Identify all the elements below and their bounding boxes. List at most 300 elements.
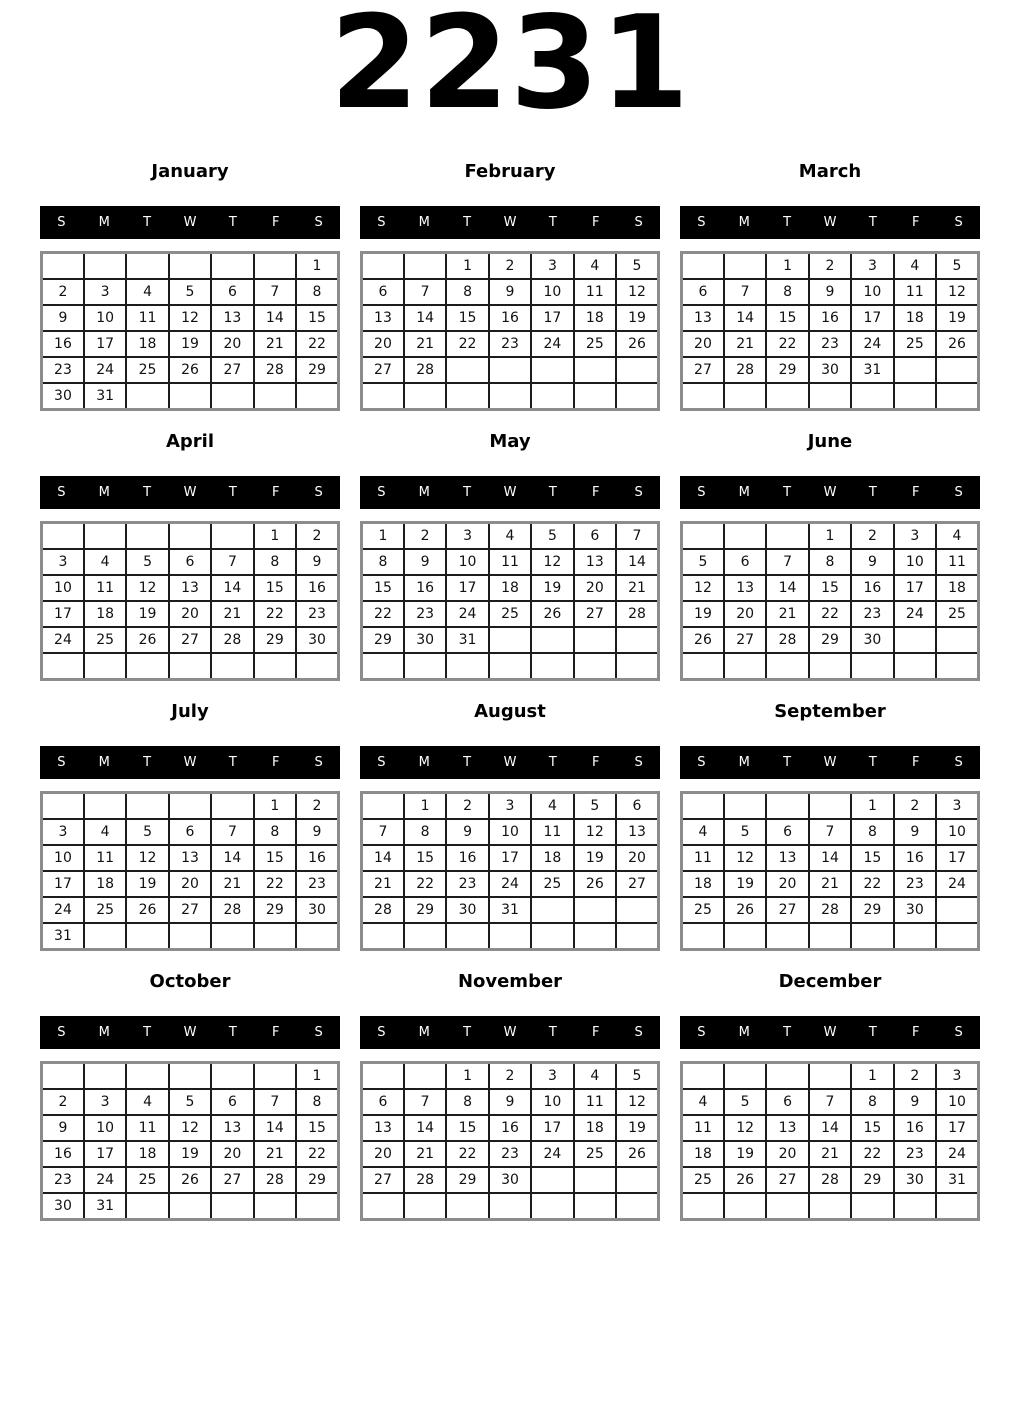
weekday-header-bar [360, 476, 660, 509]
weekday-label: F [911, 215, 920, 230]
month-days-table [360, 521, 660, 681]
week-row [682, 1193, 979, 1220]
month-block [40, 970, 340, 1221]
day-cell: 30 [446, 897, 488, 923]
day-cell: 6 [766, 819, 808, 845]
day-cell: 31 [84, 383, 126, 410]
weekday-label: T [143, 755, 152, 770]
weekday-label: T [783, 755, 792, 770]
day-cell: 17 [489, 845, 531, 871]
day-cell: 28 [211, 627, 253, 653]
day-cell: 19 [169, 331, 211, 357]
month-title: January [151, 161, 229, 182]
week-row [362, 627, 659, 653]
day-cell [446, 357, 488, 383]
day-cell: 21 [809, 1141, 851, 1167]
day-cell: 11 [894, 279, 936, 305]
day-cell: 26 [682, 627, 724, 653]
day-cell: 11 [489, 549, 531, 575]
day-cell: 25 [84, 897, 126, 923]
day-cell [894, 1193, 936, 1220]
weekday-label: W [183, 485, 197, 500]
day-cell [42, 793, 84, 820]
day-cell: 16 [296, 575, 338, 601]
day-cell [682, 793, 724, 820]
weekday-label: S [697, 755, 706, 770]
day-cell: 2 [894, 1063, 936, 1090]
day-cell: 19 [126, 601, 168, 627]
weekday-label: T [868, 485, 877, 500]
day-cell: 17 [531, 1115, 573, 1141]
day-cell: 9 [809, 279, 851, 305]
day-cell: 12 [682, 575, 724, 601]
day-cell [362, 253, 404, 280]
day-cell: 13 [211, 1115, 253, 1141]
day-cell [211, 653, 253, 680]
week-row [362, 357, 659, 383]
day-cell: 16 [296, 845, 338, 871]
week-row [42, 331, 339, 357]
day-cell [84, 793, 126, 820]
day-cell: 9 [851, 549, 893, 575]
week-row [682, 253, 979, 280]
day-cell: 14 [616, 549, 658, 575]
week-row [362, 1063, 659, 1090]
day-cell: 27 [766, 897, 808, 923]
weekday-label: W [823, 1025, 837, 1040]
day-cell: 1 [851, 1063, 893, 1090]
day-cell: 21 [809, 871, 851, 897]
week-row [362, 819, 659, 845]
weekday-label: T [868, 215, 877, 230]
day-cell: 11 [936, 549, 978, 575]
day-cell: 14 [211, 575, 253, 601]
day-cell: 11 [84, 845, 126, 871]
day-cell: 2 [446, 793, 488, 820]
day-cell: 22 [362, 601, 404, 627]
week-row [362, 383, 659, 410]
weekday-header-bar [360, 746, 660, 779]
day-cell: 18 [126, 331, 168, 357]
day-cell: 4 [126, 279, 168, 305]
day-cell [169, 793, 211, 820]
day-cell: 16 [894, 1115, 936, 1141]
day-cell [894, 357, 936, 383]
day-cell: 27 [724, 627, 766, 653]
day-cell: 6 [574, 523, 616, 550]
day-cell [404, 923, 446, 950]
day-cell [682, 523, 724, 550]
day-cell: 16 [42, 1141, 84, 1167]
day-cell: 24 [851, 331, 893, 357]
day-cell: 12 [936, 279, 978, 305]
day-cell [169, 923, 211, 950]
day-cell: 30 [489, 1167, 531, 1193]
day-cell [936, 383, 978, 410]
month-title: December [778, 971, 882, 992]
day-cell [851, 653, 893, 680]
day-cell: 21 [766, 601, 808, 627]
day-cell: 20 [682, 331, 724, 357]
week-row [682, 601, 979, 627]
day-cell: 11 [682, 845, 724, 871]
weekday-label: W [183, 755, 197, 770]
weekday-label: F [911, 485, 920, 500]
day-cell: 14 [211, 845, 253, 871]
week-row [42, 305, 339, 331]
day-cell: 17 [894, 575, 936, 601]
day-cell: 28 [254, 357, 296, 383]
day-cell: 2 [894, 793, 936, 820]
month-title: May [489, 431, 531, 452]
day-cell: 1 [809, 523, 851, 550]
day-cell: 28 [724, 357, 766, 383]
week-row [362, 601, 659, 627]
day-cell: 28 [809, 897, 851, 923]
month-block [360, 160, 660, 411]
day-cell: 24 [531, 1141, 573, 1167]
day-cell [809, 653, 851, 680]
week-row [42, 653, 339, 680]
day-cell: 21 [616, 575, 658, 601]
day-cell [362, 793, 404, 820]
day-cell: 18 [84, 601, 126, 627]
day-cell [574, 627, 616, 653]
day-cell: 30 [42, 383, 84, 410]
week-row [682, 383, 979, 410]
day-cell: 25 [682, 1167, 724, 1193]
day-cell: 18 [682, 1141, 724, 1167]
day-cell: 7 [254, 1089, 296, 1115]
weekday-header-bar [680, 746, 980, 779]
day-cell: 19 [682, 601, 724, 627]
month-title: July [171, 701, 209, 722]
day-cell [489, 383, 531, 410]
week-row [42, 1115, 339, 1141]
day-cell: 8 [404, 819, 446, 845]
day-cell: 6 [362, 1089, 404, 1115]
day-cell: 13 [362, 1115, 404, 1141]
month-days-table [40, 1061, 340, 1221]
weekday-label: T [228, 1025, 237, 1040]
day-cell: 11 [574, 279, 616, 305]
week-row [42, 1063, 339, 1090]
week-row [682, 1141, 979, 1167]
day-cell: 11 [531, 819, 573, 845]
day-cell: 30 [809, 357, 851, 383]
day-cell [489, 1193, 531, 1220]
weekday-label: S [697, 1025, 706, 1040]
day-cell [616, 627, 658, 653]
weekday-label: S [314, 215, 323, 230]
day-cell: 17 [42, 601, 84, 627]
weekday-label: T [548, 215, 557, 230]
day-cell: 22 [254, 871, 296, 897]
day-cell: 8 [809, 549, 851, 575]
day-cell: 24 [42, 897, 84, 923]
day-cell: 26 [724, 897, 766, 923]
day-cell: 23 [894, 871, 936, 897]
day-cell: 4 [936, 523, 978, 550]
day-cell: 14 [404, 1115, 446, 1141]
day-cell [616, 357, 658, 383]
day-cell: 8 [254, 819, 296, 845]
day-cell: 6 [766, 1089, 808, 1115]
week-row [42, 383, 339, 410]
day-cell: 1 [404, 793, 446, 820]
day-cell: 5 [936, 253, 978, 280]
month-days-table [680, 521, 980, 681]
day-cell: 18 [936, 575, 978, 601]
day-cell [489, 357, 531, 383]
day-cell: 14 [809, 845, 851, 871]
day-cell: 21 [404, 1141, 446, 1167]
weekday-header-bar [680, 476, 980, 509]
day-cell: 27 [766, 1167, 808, 1193]
day-cell: 5 [126, 819, 168, 845]
day-cell [126, 383, 168, 410]
day-cell: 27 [682, 357, 724, 383]
day-cell: 12 [574, 819, 616, 845]
day-cell: 30 [296, 627, 338, 653]
day-cell: 18 [126, 1141, 168, 1167]
day-cell: 11 [126, 305, 168, 331]
month-title: April [165, 431, 215, 452]
day-cell [936, 653, 978, 680]
day-cell: 16 [446, 845, 488, 871]
day-cell: 7 [724, 279, 766, 305]
day-cell: 21 [724, 331, 766, 357]
day-cell: 4 [84, 549, 126, 575]
day-cell: 6 [362, 279, 404, 305]
day-cell: 17 [531, 305, 573, 331]
day-cell: 23 [42, 1167, 84, 1193]
month-title: March [798, 161, 862, 182]
day-cell: 22 [296, 331, 338, 357]
day-cell: 9 [489, 1089, 531, 1115]
day-cell [446, 1193, 488, 1220]
day-cell: 21 [404, 331, 446, 357]
day-cell: 19 [616, 1115, 658, 1141]
day-cell: 20 [211, 1141, 253, 1167]
day-cell: 7 [404, 279, 446, 305]
weekday-label: S [57, 755, 66, 770]
day-cell: 1 [446, 253, 488, 280]
day-cell: 3 [84, 279, 126, 305]
week-row [42, 279, 339, 305]
weekday-label: F [271, 755, 280, 770]
day-cell [169, 653, 211, 680]
day-cell: 1 [766, 253, 808, 280]
day-cell: 6 [211, 279, 253, 305]
day-cell [211, 1063, 253, 1090]
weekday-label: M [418, 755, 430, 770]
day-cell: 23 [489, 1141, 531, 1167]
day-cell [724, 923, 766, 950]
day-cell: 4 [126, 1089, 168, 1115]
day-cell [766, 923, 808, 950]
day-cell [574, 1167, 616, 1193]
weekday-label: S [377, 1025, 386, 1040]
weekday-label: T [783, 485, 792, 500]
day-cell [574, 923, 616, 950]
day-cell [84, 1063, 126, 1090]
day-cell [254, 1193, 296, 1220]
weekday-label: M [98, 1025, 110, 1040]
weekday-label: T [463, 1025, 472, 1040]
weekday-label: S [57, 485, 66, 500]
day-cell [851, 383, 893, 410]
day-cell: 19 [531, 575, 573, 601]
day-cell: 26 [616, 1141, 658, 1167]
day-cell: 9 [42, 1115, 84, 1141]
day-cell [531, 923, 573, 950]
day-cell: 29 [446, 1167, 488, 1193]
week-row [42, 253, 339, 280]
weekday-label: S [954, 1025, 963, 1040]
day-cell: 16 [851, 575, 893, 601]
day-cell: 27 [616, 871, 658, 897]
day-cell: 23 [42, 357, 84, 383]
day-cell: 12 [126, 845, 168, 871]
weekday-label: T [548, 755, 557, 770]
month-title: September [774, 701, 886, 722]
day-cell [574, 357, 616, 383]
day-cell: 7 [809, 1089, 851, 1115]
day-cell: 14 [724, 305, 766, 331]
weekday-label: S [954, 755, 963, 770]
day-cell: 22 [809, 601, 851, 627]
month-block [40, 430, 340, 681]
day-cell: 29 [404, 897, 446, 923]
day-cell [126, 653, 168, 680]
day-cell: 2 [809, 253, 851, 280]
weekday-header-bar [40, 206, 340, 239]
day-cell: 1 [296, 1063, 338, 1090]
day-cell [169, 523, 211, 550]
day-cell: 28 [362, 897, 404, 923]
day-cell: 7 [211, 549, 253, 575]
day-cell: 22 [766, 331, 808, 357]
day-cell: 25 [126, 357, 168, 383]
week-row [682, 305, 979, 331]
weekday-label: S [954, 215, 963, 230]
day-cell: 3 [42, 819, 84, 845]
week-row [362, 305, 659, 331]
day-cell: 21 [254, 1141, 296, 1167]
weekday-label: S [634, 485, 643, 500]
day-cell: 3 [42, 549, 84, 575]
week-row [42, 1193, 339, 1220]
day-cell: 8 [851, 819, 893, 845]
day-cell [446, 923, 488, 950]
day-cell [84, 923, 126, 950]
day-cell: 6 [724, 549, 766, 575]
month-block [40, 160, 340, 411]
day-cell: 13 [169, 845, 211, 871]
day-cell: 21 [254, 331, 296, 357]
day-cell: 30 [894, 1167, 936, 1193]
day-cell: 29 [254, 897, 296, 923]
day-cell [404, 1193, 446, 1220]
week-row [682, 819, 979, 845]
day-cell: 13 [766, 845, 808, 871]
day-cell [616, 1167, 658, 1193]
day-cell: 26 [574, 871, 616, 897]
day-cell: 16 [489, 1115, 531, 1141]
day-cell: 12 [724, 845, 766, 871]
day-cell: 25 [126, 1167, 168, 1193]
weekday-label: M [418, 215, 430, 230]
day-cell [809, 923, 851, 950]
day-cell: 17 [42, 871, 84, 897]
day-cell [531, 383, 573, 410]
day-cell: 19 [724, 871, 766, 897]
day-cell: 4 [682, 1089, 724, 1115]
day-cell [126, 923, 168, 950]
day-cell: 7 [616, 523, 658, 550]
day-cell: 28 [254, 1167, 296, 1193]
weekday-label: T [463, 485, 472, 500]
day-cell: 9 [296, 819, 338, 845]
day-cell: 25 [936, 601, 978, 627]
day-cell: 23 [489, 331, 531, 357]
day-cell [211, 923, 253, 950]
day-cell: 2 [489, 1063, 531, 1090]
week-row [42, 601, 339, 627]
day-cell [531, 653, 573, 680]
day-cell: 10 [84, 1115, 126, 1141]
day-cell: 13 [766, 1115, 808, 1141]
weekday-label: S [697, 485, 706, 500]
day-cell: 9 [894, 1089, 936, 1115]
day-cell: 9 [894, 819, 936, 845]
day-cell [254, 653, 296, 680]
weekday-label: S [57, 1025, 66, 1040]
day-cell [531, 357, 573, 383]
day-cell: 19 [616, 305, 658, 331]
day-cell [766, 1063, 808, 1090]
day-cell: 9 [42, 305, 84, 331]
week-row [42, 549, 339, 575]
day-cell: 5 [616, 1063, 658, 1090]
weekday-label: T [143, 1025, 152, 1040]
day-cell: 12 [724, 1115, 766, 1141]
weekday-label: T [783, 215, 792, 230]
day-cell: 10 [894, 549, 936, 575]
weekday-label: M [98, 485, 110, 500]
weekday-label: T [463, 755, 472, 770]
day-cell: 16 [809, 305, 851, 331]
weekday-label: W [823, 755, 837, 770]
day-cell: 30 [296, 897, 338, 923]
day-cell [724, 653, 766, 680]
week-row [362, 1193, 659, 1220]
day-cell [362, 653, 404, 680]
day-cell: 11 [84, 575, 126, 601]
day-cell: 27 [574, 601, 616, 627]
day-cell [531, 1167, 573, 1193]
day-cell [766, 383, 808, 410]
day-cell: 24 [489, 871, 531, 897]
weekday-header-bar [680, 1016, 980, 1049]
day-cell: 9 [296, 549, 338, 575]
day-cell [724, 1063, 766, 1090]
day-cell [894, 383, 936, 410]
day-cell: 13 [169, 575, 211, 601]
day-cell: 3 [894, 523, 936, 550]
day-cell [296, 1193, 338, 1220]
